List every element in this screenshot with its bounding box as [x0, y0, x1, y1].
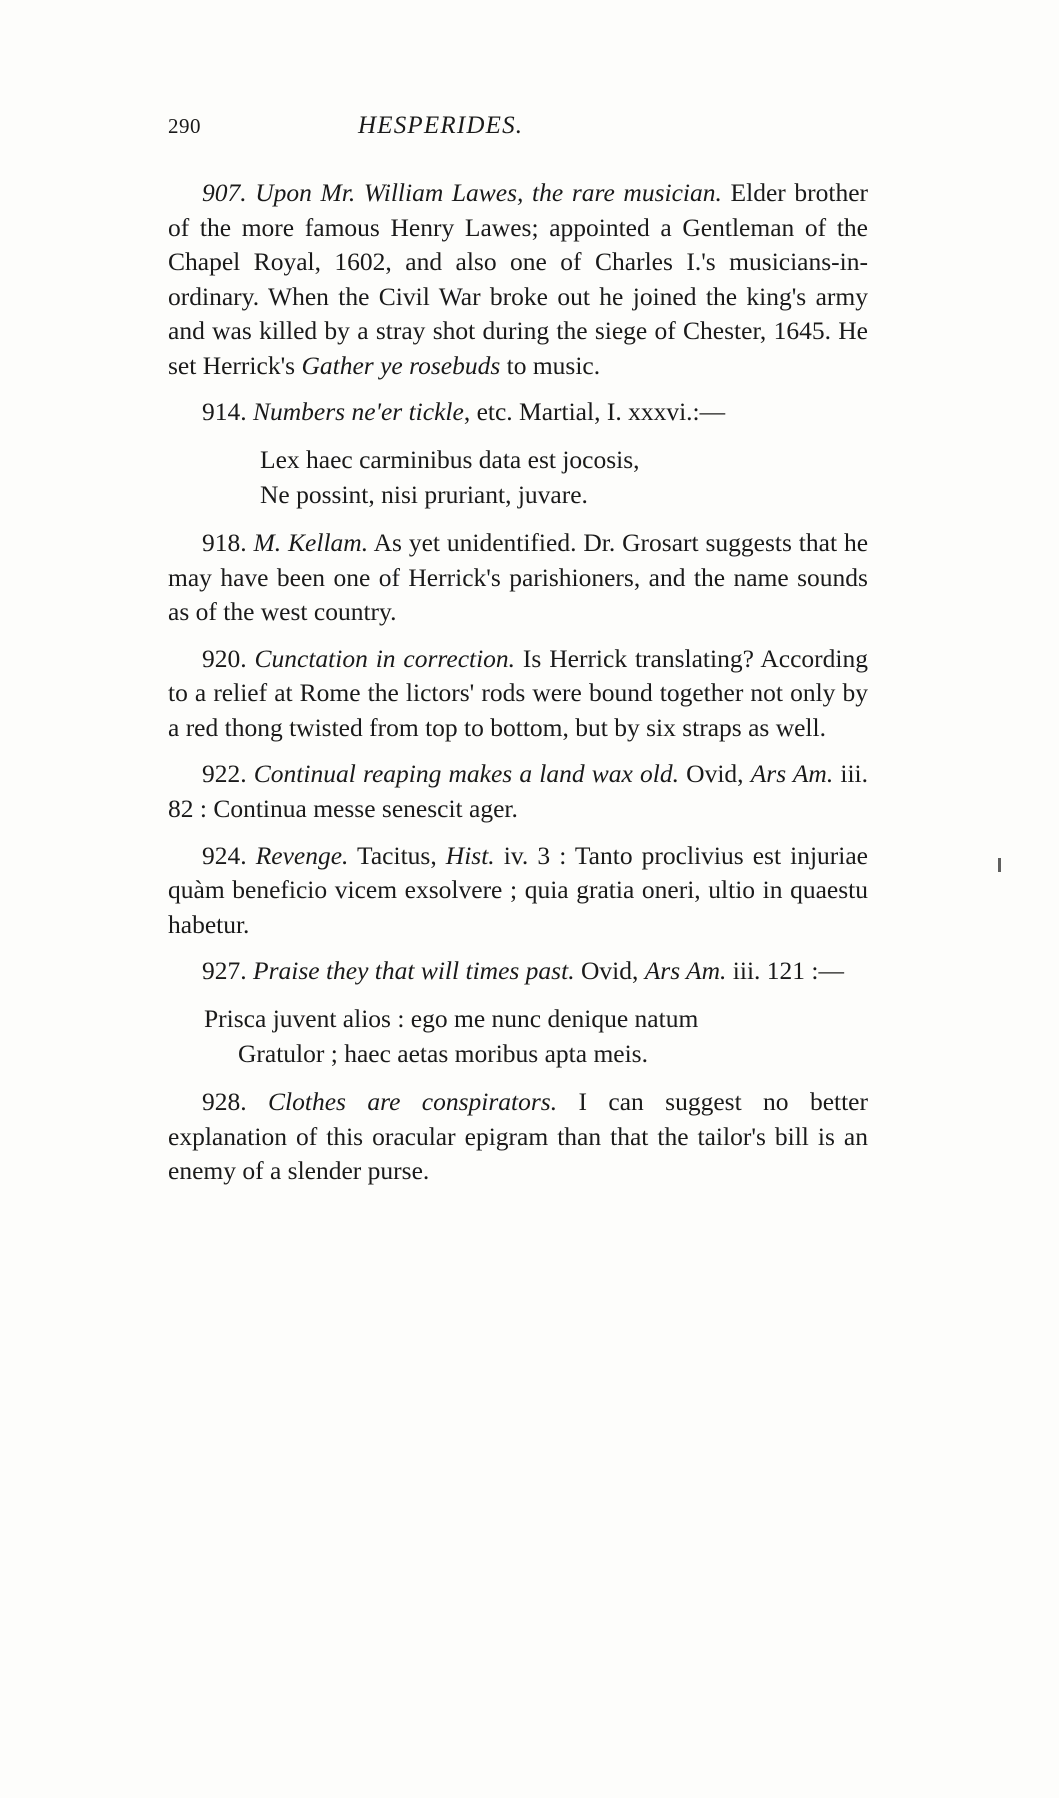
- note-entry: [168, 1085, 868, 1189]
- note-number: 920.: [202, 643, 247, 673]
- note-title: Praise they that will times past.: [253, 956, 575, 986]
- page-number: 290: [168, 114, 201, 138]
- note-body: Tacitus,: [348, 840, 446, 870]
- margin-mark: [998, 858, 1001, 872]
- note-body: As yet unidentified. Dr. Grosart suggests that he may have been one of Herrick's parishioners, and the name sounds as of the west country.: [168, 528, 869, 627]
- note-title: Numbers ne'er tickle: [253, 397, 464, 427]
- note-body: I can suggest no better explanation of this oracular epigram than that the tailor's bill is an enemy of a slender purse.: [168, 1087, 868, 1186]
- quoted-verse: [168, 1001, 868, 1071]
- verse-line: Lex haec carminibus data est jocosis,: [260, 444, 640, 474]
- note-entry: [168, 526, 868, 630]
- note-number: 924.: [202, 840, 247, 870]
- note-entry: [168, 757, 868, 826]
- verse-line: Ne possint, nisi pruriant, juvare.: [260, 480, 588, 510]
- note-title: Upon Mr. William Lawes, the rare musician.: [255, 178, 722, 207]
- note-title: Revenge.: [255, 840, 349, 870]
- note-body: Is Herrick translating? According to a relief at Rome the lictors' rods were bound together not only by a red thong twisted from top to bottom, but by six straps as well.: [168, 643, 869, 742]
- note-body: , etc. Martial, I. xxxvi.:—: [463, 397, 726, 427]
- note-entry: [168, 176, 868, 383]
- note-title: M. Kellam.: [253, 528, 369, 558]
- note-title: Cunctation in correction.: [254, 643, 516, 673]
- note-body-tail: iii. 121 :—: [726, 956, 845, 986]
- page-content: [168, 112, 868, 1193]
- note-body-italic: Ars Am.: [750, 759, 834, 789]
- note-body: Ovid,: [574, 956, 645, 986]
- verse-line: Gratulor ; haec aetas moribus apta meis.: [238, 1038, 648, 1068]
- note-body: Ovid,: [679, 759, 751, 789]
- note-number: 918.: [202, 528, 247, 558]
- verse-line: Prisca juvent alios : ego me nunc denique natum: [204, 1003, 699, 1033]
- note-entry: [168, 954, 868, 989]
- note-body-tail: iii. 82 : Continua messe senescit ager.: [168, 759, 868, 824]
- note-body-tail: to music.: [500, 350, 601, 380]
- running-title: HESPERIDES.: [358, 112, 524, 139]
- note-title: Clothes are conspirators.: [268, 1087, 558, 1117]
- note-number: 928.: [202, 1087, 247, 1117]
- note-body-italic: Gather ye rosebuds: [301, 350, 501, 380]
- note-number: 914.: [202, 397, 247, 427]
- note-body-italic: Ars Am.: [644, 956, 727, 986]
- page-header: [168, 112, 868, 140]
- note-body-italic: Hist.: [445, 840, 495, 870]
- quoted-verse: [168, 442, 868, 512]
- note-number: 907.: [202, 178, 247, 207]
- note-entry: [168, 642, 868, 746]
- note-title: Continual reaping makes a land wax old.: [253, 759, 679, 789]
- note-body-tail: iv. 3 : Tanto proclivius est injuriae quàm beneficio vicem exsolvere ; quia gratia oneri, ultio in quaestu habetur.: [168, 840, 868, 939]
- note-entry: [168, 395, 868, 430]
- note-body: Elder brother of the more famous Henry Lawes; appointed a Gentleman of the Chapel Royal, 1602, and also one of Charles I.'s musicians-in-ordinary. When the Civil War broke out he joined the king's army and was killed by a stray shot during the siege of Chester, 1645. He set Herrick's: [168, 178, 869, 380]
- note-number: 927.: [202, 956, 247, 986]
- note-entry: [168, 839, 868, 943]
- note-number: 922.: [202, 759, 247, 789]
